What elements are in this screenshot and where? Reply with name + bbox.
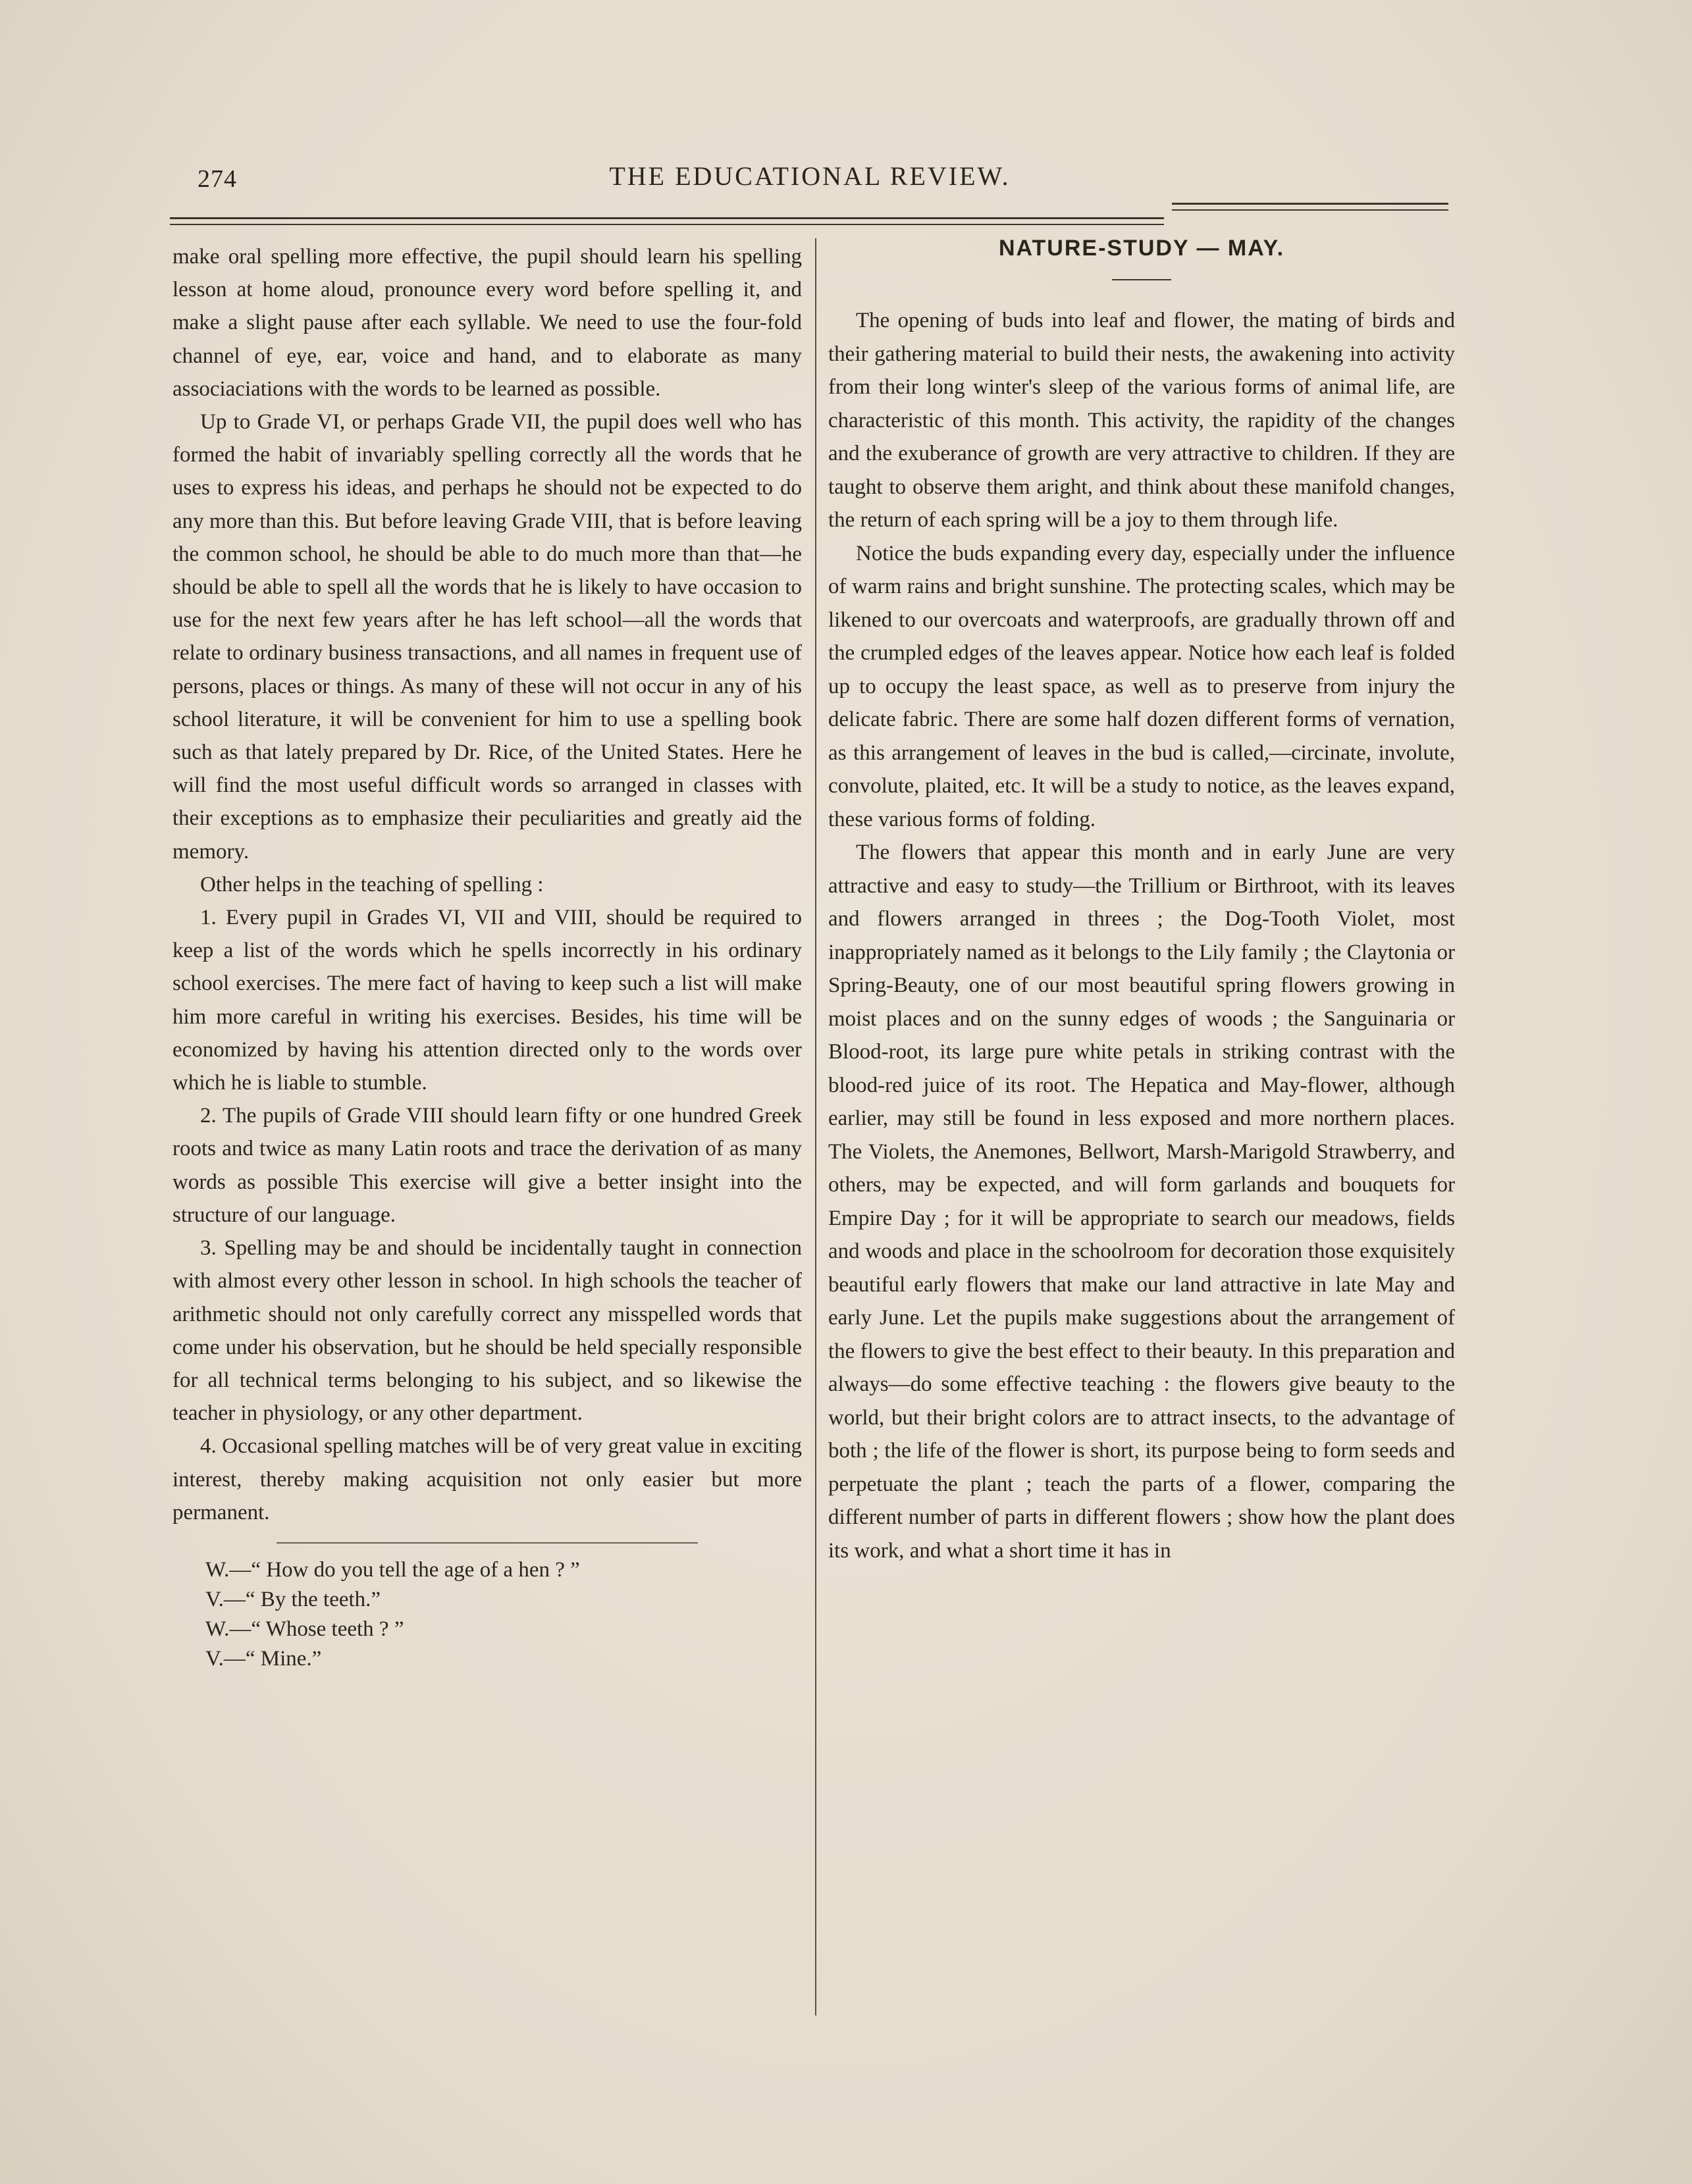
article-title: NATURE-STUDY — MAY. <box>998 236 1285 261</box>
column-divider <box>815 238 816 2015</box>
header-rule-left-top <box>170 217 1164 219</box>
dialogue-line-1: W.—“ How do you tell the age of a hen ? ” <box>205 1557 580 1582</box>
dialogue-line-2: V.—“ By the teeth.” <box>205 1587 381 1611</box>
right-paragraph-3: The flowers that appear this month and in early June are very attractive and easy to study—the Trillium or Birthroot, with its leaves and flowers arranged in threes ; the Dog-Tooth Violet, most inappropriately named as it belongs to the Lily family ; the Claytonia or Spring-Beauty, one of our most beautiful spring flowers growing in moist places and on the sunny edges of woods ; the Sanguinaria or Blood-root, its large pure white petals in striking contrast with the blood-red juice of its root. The Hepatica and May-flower, although earlier, may still be found in less exposed and more northern places. The Violets, the Anemones, Bellwort, Marsh-Marigold Strawberry, and others, may be expected, and will form garlands and bouquets for Empire Day ; for it will be appropriate to search our meadows, fields and woods and place in the schoolroom for decoration those exquisitely beautiful early flowers that make our land attractive in late May and early June. Let the pupils make suggestions about the arrangement of the flowers to give the best effect to their beauty. In this preparation and always—do some effective teaching : the flowers give beauty to the world, but their bright colors are to attract insects, to the advantage of both ; the life of the flower is short, its purpose being to form seeds and perpetuate the plant ; teach the parts of a flower, comparing the different number of parts in different flowers ; show how the plant does its work, and what a short time it has in <box>828 841 1455 1563</box>
left-paragraph-6: 3. Spelling may be and should be incidentally taught in connection with almost every other lesson in school. In high schools the teacher of arithmetic should not only carefully correct any misspelled words that come under his observation, but he should be held specially responsible for all technical terms belonging to his subject, and so likewise the teacher in physiology, or any other department. <box>172 1236 802 1426</box>
dialogue-line-3: W.—“ Whose teeth ? ” <box>205 1617 404 1641</box>
left-paragraph-3: Other helps in the teaching of spelling : <box>200 872 544 897</box>
header-rule-right-bottom <box>1172 209 1448 211</box>
left-paragraph-7: 4. Occasional spelling matches will be of very great value in exciting interest, thereby making acquisition not only easier but more permanent. <box>172 1434 802 1524</box>
left-paragraph-2: Up to Grade VI, or perhaps Grade VII, the pupil does well who has formed the habit of invariably spelling correctly all the words that he uses to express his ideas, and perhaps he should not be expected to do any more than this. But before leaving Grade VIII, that is before leaving the common school, he should be able to do much more than that—he should be able to spell all the words that he is likely to have occasion to use for the next few years after he has left school—all the words that relate to ordinary business transactions, and all names in frequent use of persons, places or things. As many of these will not occur in any of his school literature, it will be convenient for him to use a spelling book such as that lately prepared by Dr. Rice, of the United States. Here he will find the most useful difficult words so arranged in classes with their exceptions as to emphasize their peculiarities and greatly aid the memory. <box>172 410 802 864</box>
section-divider <box>277 1542 698 1544</box>
page-number: 274 <box>198 165 237 193</box>
right-paragraph-1: The opening of buds into leaf and flower, the mating of birds and their gathering material to build their nests, the awakening into activity from their long winter's sleep of the various forms of animal life, are characteristic of this month. This activity, the rapidity of the changes and the exuberance of growth are very attractive to children. If they are taught to observe them aright, and think about these manifold changes, the return of each spring will be a joy to them through life. <box>828 309 1455 532</box>
right-column <box>828 224 1455 1567</box>
title-rule <box>1112 279 1171 280</box>
dialogue <box>172 1555 802 1674</box>
right-paragraph-2: Notice the buds expanding every day, especially under the influence of warm rains and bright sunshine. The protecting scales, which may be likened to our overcoats and waterproofs, are gradually thrown off and the crumpled edges of the leaves appear. Notice how each leaf is folded up to occupy the least space, as well as to preserve from injury the delicate fabric. There are some half dozen different forms of vernation, as this arrangement of leaves in the bud is called,—circinate, involute, convolute, plaited, etc. It will be a study to notice, as the leaves expand, these various forms of folding. <box>828 541 1455 831</box>
header-rule-right-top <box>1172 203 1448 205</box>
left-column <box>172 240 802 1674</box>
dialogue-line-4: V.—“ Mine.” <box>205 1646 322 1671</box>
journal-title: THE EDUCATIONAL REVIEW. <box>609 161 1011 191</box>
left-paragraph-5: 2. The pupils of Grade VIII should learn fifty or one hundred Greek roots and twice as many Latin roots and trace the derivation of as many words as possible This exercise will give a better insight into the structure of our language. <box>172 1104 802 1227</box>
left-paragraph-1: make oral spelling more effective, the pupil should learn his spelling lesson at home aloud, pronounce every word before spelling it, and make a slight pause after each syllable. We need to use the four-fold channel of eye, ear, voice and hand, and to elaborate as many associaciations with the words to be learned as possible. <box>172 245 802 401</box>
page-header <box>171 157 1448 203</box>
left-paragraph-4: 1. Every pupil in Grades VI, VII and VIII, should be required to keep a list of the words which he spells incorrectly in his ordinary school exercises. The mere fact of having to keep such a list will make him more careful in writing his exercises. Besides, his time will be economized by having his attention directed only to the words over which he is liable to stumble. <box>172 906 802 1095</box>
